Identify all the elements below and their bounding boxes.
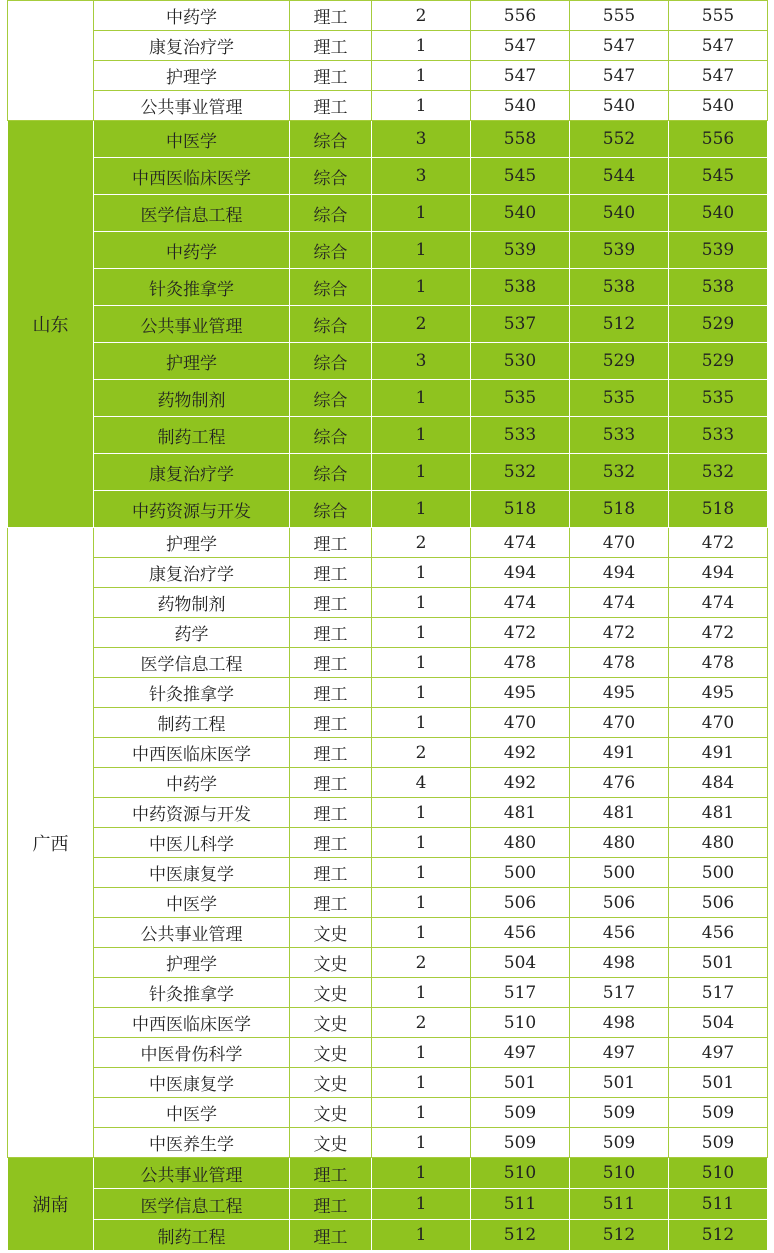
min-score-cell: 512: [570, 1220, 669, 1251]
admit-count-cell: 1: [372, 978, 471, 1008]
subject-type-cell: 文史: [290, 1008, 372, 1038]
admit-count-cell: 3: [372, 158, 471, 195]
major-cell: 中西医临床医学: [94, 158, 290, 195]
subject-type-cell: 理工: [290, 858, 372, 888]
subject-type-cell: 理工: [290, 1158, 372, 1189]
max-score-cell: 538: [471, 269, 570, 306]
subject-type-cell: 综合: [290, 306, 372, 343]
admit-count-cell: 1: [372, 678, 471, 708]
avg-score-cell: 472: [669, 528, 768, 558]
max-score-cell: 478: [471, 648, 570, 678]
major-cell: 中医儿科学: [94, 828, 290, 858]
admit-count-cell: 3: [372, 343, 471, 380]
avg-score-cell: 529: [669, 306, 768, 343]
avg-score-cell: 501: [669, 1068, 768, 1098]
avg-score-cell: 538: [669, 269, 768, 306]
admit-count-cell: 1: [372, 828, 471, 858]
max-score-cell: 545: [471, 158, 570, 195]
major-cell: 制药工程: [94, 417, 290, 454]
subject-type-cell: 文史: [290, 978, 372, 1008]
admit-count-cell: 1: [372, 1220, 471, 1251]
admit-count-cell: 2: [372, 306, 471, 343]
admit-count-cell: 1: [372, 1158, 471, 1189]
table-row: [8, 343, 768, 380]
table-row: [8, 1220, 768, 1251]
subject-type-cell: 综合: [290, 491, 372, 528]
province-cell: 广西: [8, 528, 94, 1158]
admit-count-cell: 1: [372, 61, 471, 91]
max-score-cell: 509: [471, 1128, 570, 1158]
min-score-cell: 500: [570, 858, 669, 888]
admit-count-cell: 1: [372, 618, 471, 648]
max-score-cell: 511: [471, 1189, 570, 1220]
major-cell: 康复治疗学: [94, 31, 290, 61]
table-row: [8, 858, 768, 888]
major-cell: 药物制剂: [94, 380, 290, 417]
avg-score-cell: 509: [669, 1128, 768, 1158]
subject-type-cell: 综合: [290, 380, 372, 417]
min-score-cell: 501: [570, 1068, 669, 1098]
major-cell: 中医养生学: [94, 1128, 290, 1158]
avg-score-cell: 545: [669, 158, 768, 195]
admit-count-cell: 1: [372, 1098, 471, 1128]
admit-count-cell: 3: [372, 121, 471, 158]
major-cell: 护理学: [94, 343, 290, 380]
max-score-cell: 537: [471, 306, 570, 343]
subject-type-cell: 文史: [290, 1068, 372, 1098]
major-cell: 医学信息工程: [94, 1189, 290, 1220]
admit-count-cell: 2: [372, 738, 471, 768]
max-score-cell: 474: [471, 528, 570, 558]
province-cell: 湖南: [8, 1158, 94, 1251]
table-row: [8, 91, 768, 121]
max-score-cell: 470: [471, 708, 570, 738]
major-cell: 中西医临床医学: [94, 1008, 290, 1038]
major-cell: 护理学: [94, 948, 290, 978]
admit-count-cell: 1: [372, 1189, 471, 1220]
major-cell: 中药学: [94, 232, 290, 269]
avg-score-cell: 540: [669, 91, 768, 121]
admit-count-cell: 1: [372, 588, 471, 618]
subject-type-cell: 理工: [290, 588, 372, 618]
table-row: [8, 306, 768, 343]
subject-type-cell: 理工: [290, 738, 372, 768]
major-cell: 针灸推拿学: [94, 678, 290, 708]
table-row: [8, 918, 768, 948]
subject-type-cell: 理工: [290, 828, 372, 858]
avg-score-cell: 512: [669, 1220, 768, 1251]
min-score-cell: 533: [570, 417, 669, 454]
min-score-cell: 555: [570, 1, 669, 31]
min-score-cell: 529: [570, 343, 669, 380]
avg-score-cell: 547: [669, 31, 768, 61]
max-score-cell: 472: [471, 618, 570, 648]
table-row: [8, 648, 768, 678]
max-score-cell: 547: [471, 61, 570, 91]
table-row: [8, 195, 768, 232]
admit-count-cell: 1: [372, 858, 471, 888]
subject-type-cell: 文史: [290, 1098, 372, 1128]
subject-type-cell: 理工: [290, 31, 372, 61]
table-row: [8, 232, 768, 269]
admit-count-cell: 1: [372, 195, 471, 232]
min-score-cell: 476: [570, 768, 669, 798]
table-row: [8, 1128, 768, 1158]
min-score-cell: 532: [570, 454, 669, 491]
major-cell: 公共事业管理: [94, 918, 290, 948]
table-row: [8, 269, 768, 306]
table-row: [8, 1068, 768, 1098]
max-score-cell: 509: [471, 1098, 570, 1128]
max-score-cell: 558: [471, 121, 570, 158]
avg-score-cell: 504: [669, 1008, 768, 1038]
admit-count-cell: 1: [372, 232, 471, 269]
major-cell: 中西医临床医学: [94, 738, 290, 768]
major-cell: 护理学: [94, 528, 290, 558]
admit-count-cell: 1: [372, 648, 471, 678]
major-cell: 中医骨伤科学: [94, 1038, 290, 1068]
subject-type-cell: 理工: [290, 1220, 372, 1251]
admit-count-cell: 1: [372, 269, 471, 306]
major-cell: 康复治疗学: [94, 454, 290, 491]
avg-score-cell: 547: [669, 61, 768, 91]
table-row: [8, 558, 768, 588]
avg-score-cell: 497: [669, 1038, 768, 1068]
province-group-continued: [8, 1, 768, 121]
max-score-cell: 506: [471, 888, 570, 918]
min-score-cell: 470: [570, 528, 669, 558]
max-score-cell: 474: [471, 588, 570, 618]
table-row: [8, 978, 768, 1008]
max-score-cell: 512: [471, 1220, 570, 1251]
min-score-cell: 552: [570, 121, 669, 158]
subject-type-cell: 综合: [290, 195, 372, 232]
admit-count-cell: 1: [372, 417, 471, 454]
max-score-cell: 533: [471, 417, 570, 454]
subject-type-cell: 理工: [290, 558, 372, 588]
min-score-cell: 456: [570, 918, 669, 948]
table-row: [8, 738, 768, 768]
max-score-cell: 492: [471, 768, 570, 798]
table-row: [8, 618, 768, 648]
major-cell: 药学: [94, 618, 290, 648]
major-cell: 中医学: [94, 1098, 290, 1128]
max-score-cell: 517: [471, 978, 570, 1008]
avg-score-cell: 535: [669, 380, 768, 417]
min-score-cell: 491: [570, 738, 669, 768]
min-score-cell: 511: [570, 1189, 669, 1220]
avg-score-cell: 506: [669, 888, 768, 918]
max-score-cell: 480: [471, 828, 570, 858]
table-row: [8, 678, 768, 708]
avg-score-cell: 540: [669, 195, 768, 232]
province-group-shandong: [8, 121, 768, 528]
min-score-cell: 538: [570, 269, 669, 306]
subject-type-cell: 综合: [290, 343, 372, 380]
max-score-cell: 501: [471, 1068, 570, 1098]
max-score-cell: 481: [471, 798, 570, 828]
avg-score-cell: 555: [669, 1, 768, 31]
major-cell: 中医康复学: [94, 1068, 290, 1098]
avg-score-cell: 481: [669, 798, 768, 828]
avg-score-cell: 518: [669, 491, 768, 528]
table-row: [8, 708, 768, 738]
min-score-cell: 509: [570, 1128, 669, 1158]
table-row: [8, 454, 768, 491]
avg-score-cell: 456: [669, 918, 768, 948]
table-row: [8, 1008, 768, 1038]
table-row: [8, 948, 768, 978]
max-score-cell: 530: [471, 343, 570, 380]
admit-count-cell: 1: [372, 380, 471, 417]
major-cell: 中医康复学: [94, 858, 290, 888]
max-score-cell: 532: [471, 454, 570, 491]
table-row: [8, 1, 768, 31]
major-cell: 中医学: [94, 121, 290, 158]
min-score-cell: 480: [570, 828, 669, 858]
province-group-hunan: [8, 1158, 768, 1251]
subject-type-cell: 理工: [290, 61, 372, 91]
major-cell: 公共事业管理: [94, 306, 290, 343]
min-score-cell: 547: [570, 61, 669, 91]
admit-count-cell: 1: [372, 888, 471, 918]
avg-score-cell: 533: [669, 417, 768, 454]
admit-count-cell: 1: [372, 31, 471, 61]
min-score-cell: 535: [570, 380, 669, 417]
avg-score-cell: 491: [669, 738, 768, 768]
admit-count-cell: 1: [372, 1038, 471, 1068]
admit-count-cell: 2: [372, 1008, 471, 1038]
min-score-cell: 512: [570, 306, 669, 343]
province-cell: [8, 1, 94, 121]
major-cell: 制药工程: [94, 1220, 290, 1251]
avg-score-cell: 517: [669, 978, 768, 1008]
min-score-cell: 497: [570, 1038, 669, 1068]
subject-type-cell: 理工: [290, 768, 372, 798]
table-row: [8, 588, 768, 618]
admit-count-cell: 1: [372, 491, 471, 528]
min-score-cell: 498: [570, 1008, 669, 1038]
avg-score-cell: 484: [669, 768, 768, 798]
max-score-cell: 535: [471, 380, 570, 417]
avg-score-cell: 529: [669, 343, 768, 380]
table-row: [8, 828, 768, 858]
table-row: [8, 158, 768, 195]
admit-count-cell: 1: [372, 558, 471, 588]
subject-type-cell: 理工: [290, 798, 372, 828]
subject-type-cell: 综合: [290, 269, 372, 306]
subject-type-cell: 理工: [290, 888, 372, 918]
major-cell: 中药学: [94, 768, 290, 798]
subject-type-cell: 理工: [290, 708, 372, 738]
max-score-cell: 547: [471, 31, 570, 61]
min-score-cell: 544: [570, 158, 669, 195]
major-cell: 针灸推拿学: [94, 978, 290, 1008]
major-cell: 中医学: [94, 888, 290, 918]
admit-count-cell: 1: [372, 798, 471, 828]
max-score-cell: 504: [471, 948, 570, 978]
max-score-cell: 556: [471, 1, 570, 31]
major-cell: 药物制剂: [94, 588, 290, 618]
table-row: [8, 768, 768, 798]
min-score-cell: 495: [570, 678, 669, 708]
min-score-cell: 472: [570, 618, 669, 648]
subject-type-cell: 理工: [290, 528, 372, 558]
subject-type-cell: 文史: [290, 1128, 372, 1158]
major-cell: 医学信息工程: [94, 195, 290, 232]
major-cell: 中药资源与开发: [94, 798, 290, 828]
table-row: [8, 1038, 768, 1068]
major-cell: 制药工程: [94, 708, 290, 738]
subject-type-cell: 文史: [290, 948, 372, 978]
max-score-cell: 510: [471, 1008, 570, 1038]
min-score-cell: 498: [570, 948, 669, 978]
table-row: [8, 1158, 768, 1189]
table-row: [8, 61, 768, 91]
avg-score-cell: 495: [669, 678, 768, 708]
table-row: [8, 417, 768, 454]
avg-score-cell: 494: [669, 558, 768, 588]
max-score-cell: 495: [471, 678, 570, 708]
avg-score-cell: 474: [669, 588, 768, 618]
admit-count-cell: 1: [372, 918, 471, 948]
max-score-cell: 492: [471, 738, 570, 768]
min-score-cell: 518: [570, 491, 669, 528]
subject-type-cell: 理工: [290, 618, 372, 648]
min-score-cell: 494: [570, 558, 669, 588]
max-score-cell: 456: [471, 918, 570, 948]
min-score-cell: 474: [570, 588, 669, 618]
subject-type-cell: 理工: [290, 1189, 372, 1220]
admit-count-cell: 2: [372, 528, 471, 558]
subject-type-cell: 理工: [290, 91, 372, 121]
max-score-cell: 518: [471, 491, 570, 528]
province-group-guangxi: [8, 528, 768, 1158]
min-score-cell: 478: [570, 648, 669, 678]
subject-type-cell: 文史: [290, 1038, 372, 1068]
table-row: [8, 380, 768, 417]
max-score-cell: 510: [471, 1158, 570, 1189]
subject-type-cell: 综合: [290, 121, 372, 158]
avg-score-cell: 539: [669, 232, 768, 269]
major-cell: 针灸推拿学: [94, 269, 290, 306]
avg-score-cell: 510: [669, 1158, 768, 1189]
min-score-cell: 506: [570, 888, 669, 918]
avg-score-cell: 500: [669, 858, 768, 888]
min-score-cell: 509: [570, 1098, 669, 1128]
table-row: [8, 121, 768, 158]
major-cell: 康复治疗学: [94, 558, 290, 588]
major-cell: 医学信息工程: [94, 648, 290, 678]
table-row: [8, 798, 768, 828]
province-cell: 山东: [8, 121, 94, 528]
admit-count-cell: 2: [372, 1, 471, 31]
admit-count-cell: 1: [372, 91, 471, 121]
subject-type-cell: 文史: [290, 918, 372, 948]
min-score-cell: 510: [570, 1158, 669, 1189]
subject-type-cell: 综合: [290, 232, 372, 269]
admit-count-cell: 1: [372, 1068, 471, 1098]
avg-score-cell: 556: [669, 121, 768, 158]
max-score-cell: 500: [471, 858, 570, 888]
avg-score-cell: 511: [669, 1189, 768, 1220]
table-row: [8, 1189, 768, 1220]
min-score-cell: 470: [570, 708, 669, 738]
admit-count-cell: 1: [372, 454, 471, 491]
table-row: [8, 888, 768, 918]
table-row: [8, 528, 768, 558]
avg-score-cell: 470: [669, 708, 768, 738]
max-score-cell: 540: [471, 91, 570, 121]
min-score-cell: 547: [570, 31, 669, 61]
max-score-cell: 497: [471, 1038, 570, 1068]
admit-count-cell: 2: [372, 948, 471, 978]
subject-type-cell: 综合: [290, 417, 372, 454]
major-cell: 中药学: [94, 1, 290, 31]
major-cell: 公共事业管理: [94, 1158, 290, 1189]
max-score-cell: 539: [471, 232, 570, 269]
min-score-cell: 481: [570, 798, 669, 828]
table-row: [8, 1098, 768, 1128]
admission-score-table: [7, 0, 768, 1251]
major-cell: 护理学: [94, 61, 290, 91]
table-row: [8, 491, 768, 528]
subject-type-cell: 综合: [290, 454, 372, 491]
subject-type-cell: 理工: [290, 1, 372, 31]
avg-score-cell: 509: [669, 1098, 768, 1128]
subject-type-cell: 理工: [290, 678, 372, 708]
admit-count-cell: 1: [372, 1128, 471, 1158]
avg-score-cell: 480: [669, 828, 768, 858]
admit-count-cell: 4: [372, 768, 471, 798]
admit-count-cell: 1: [372, 708, 471, 738]
min-score-cell: 540: [570, 91, 669, 121]
major-cell: 中药资源与开发: [94, 491, 290, 528]
subject-type-cell: 理工: [290, 648, 372, 678]
avg-score-cell: 472: [669, 618, 768, 648]
table-row: [8, 31, 768, 61]
min-score-cell: 517: [570, 978, 669, 1008]
subject-type-cell: 综合: [290, 158, 372, 195]
min-score-cell: 540: [570, 195, 669, 232]
max-score-cell: 494: [471, 558, 570, 588]
avg-score-cell: 532: [669, 454, 768, 491]
avg-score-cell: 501: [669, 948, 768, 978]
max-score-cell: 540: [471, 195, 570, 232]
major-cell: 公共事业管理: [94, 91, 290, 121]
avg-score-cell: 478: [669, 648, 768, 678]
min-score-cell: 539: [570, 232, 669, 269]
